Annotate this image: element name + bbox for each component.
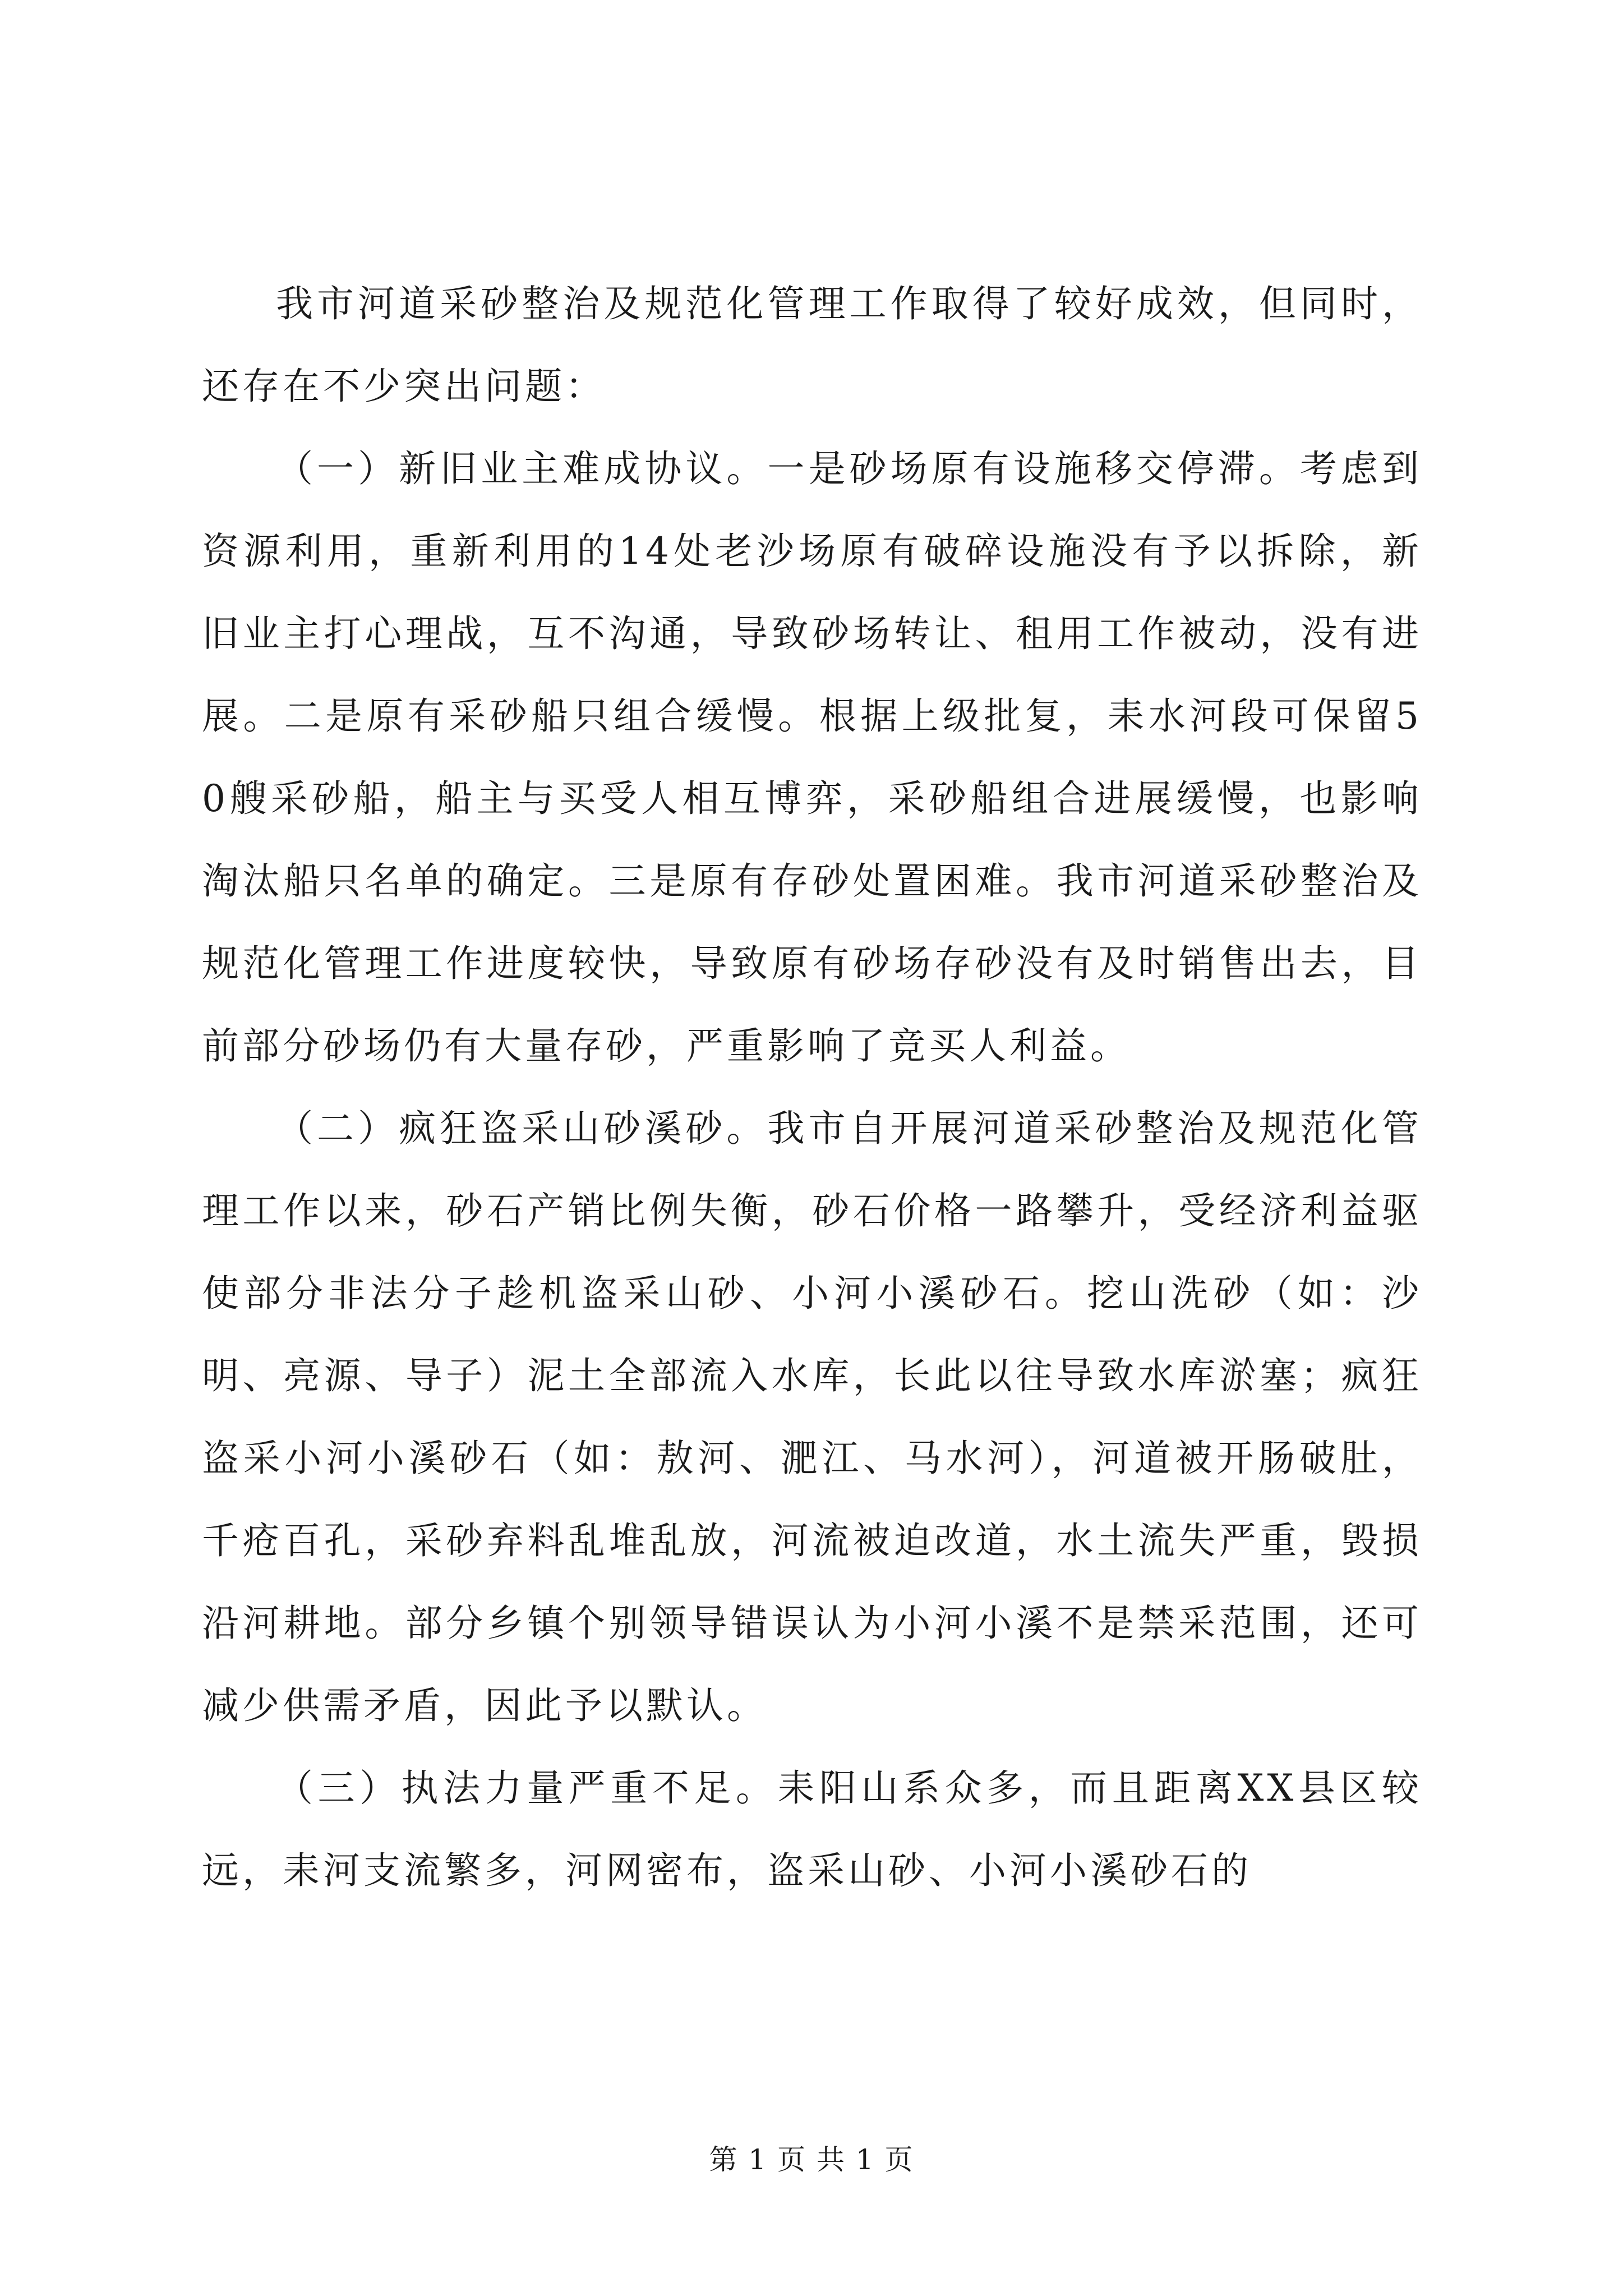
- page-number-footer: 第 1 页 共 1 页: [709, 2143, 914, 2176]
- paragraph-section-1: （一）新旧业主难成协议。一是砂场原有设施移交停滞。考虑到资源利用，重新利用的14处老沙场原有破碎设施没有予以拆除，新旧业主打心理战，互不沟通，导致砂场转让、租用工作被动，没有进展。二是原有采砂船只组合缓慢。根据上级批复，耒水河段可保留50艘采砂船，船主与买受人相互博弈，采砂船组合进展缓慢，也影响淘汰船只名单的确定。三是原有存砂处置困难。我市河道采砂整治及规范化管理工作进度较快，导致原有砂场存砂没有及时销售出去，目前部分砂场仍有大量存砂，严重影响了竞买人利益。: [202, 447, 1422, 1068]
- paragraph-section-3: （三）执法力量严重不足。耒阳山系众多，而且距离XX县区较远，耒河支流繁多，河网密布，盗采山砂、小河小溪砂石的: [202, 1766, 1422, 1892]
- paragraph-intro: 我市河道采砂整治及规范化管理工作取得了较好成效，但同时，还存在不少突出问题：: [202, 282, 1422, 408]
- paragraph-section-2: （二）疯狂盗采山砂溪砂。我市自开展河道采砂整治及规范化管理工作以来，砂石产销比例失衡，砂石价格一路攀升，受经济利益驱使部分非法分子趁机盗采山砂、小河小溪砂石。挖山洗砂（如：沙明、亮源、导子）泥土全部流入水库，长此以往导致水库淤塞；疯狂盗采小河小溪砂石（如：敖河、淝江、马水河），河道被开肠破肚，千疮百孔，采砂弃料乱堆乱放，河流被迫改道，水土流失严重，毁损沿河耕地。部分乡镇个别领导错误认为小河小溪不是禁采范围，还可减少供需矛盾，因此予以默认。: [202, 1107, 1422, 1727]
- document-body: [202, 263, 1422, 1912]
